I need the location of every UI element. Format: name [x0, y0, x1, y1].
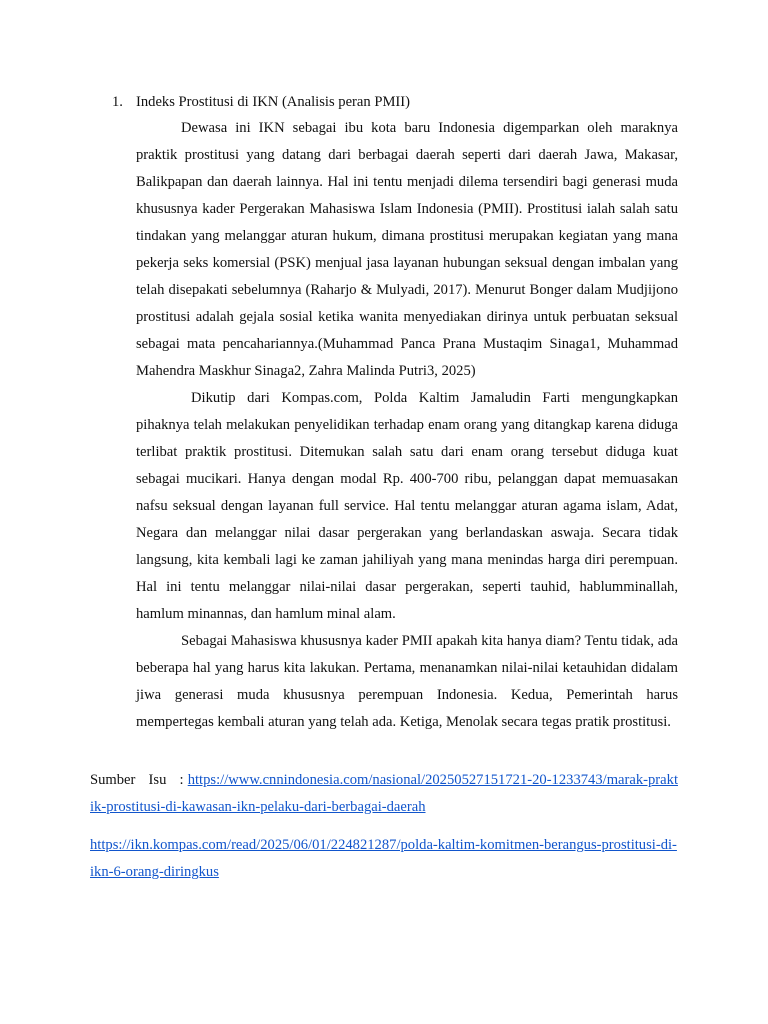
paragraph-intro: Dewasa ini IKN sebagai ibu kota baru Indonesia digemparkan oleh maraknya praktik prostitusi yang datang dari berbagai daerah seperti dari daerah Jawa, Makasar, Balikpapan dan daerah lainnya. Hal ini tentu menjadi dilema tersendiri bagi generasi muda khususnya kader Pergerakan Mahasiswa Islam Indonesia (PMII). Prostitusi ialah salah satu tindakan yang melanggar aturan hukum, dimana prostitusi merupakan kegiatan yang mana pekerja seks komersial (PSK) menjual jasa layanan hubungan seksual dengan imbalan yang telah disepakati sebelumnya (Raharjo & Mulyadi, 2017). Menurut Bonger dalam Mudjijono prostitusi adalah gejala sosial ketika wanita menyediakan dirinya untuk perbuatan seksual sebagai mata pencahariannya.(Muhammad Panca Prana Mustaqim Sinaga1, Muhammad Mahendra Maskhur Sinaga2, Zahra Malinda Putri3, 2025)	[136, 120, 678, 379]
source-link-kompas[interactable]: https://ikn.kompas.com/read/2025/06/01/224821287/polda-kaltim-komitmen-berangus-prostitusi-di-ikn-6-orang-diringkus	[90, 837, 677, 880]
section-body	[136, 115, 678, 736]
source-link-cnn[interactable]: https://www.cnnindonesia.com/nasional/20250527151721-20-1233743/marak-praktik-prostitusi-di-kawasan-ikn-pelaku-dari-berbagai-daerah	[90, 772, 678, 815]
paragraph-action: Sebagai Mahasiswa khususnya kader PMII apakah kita hanya diam? Tentu tidak, ada beberapa hal yang harus kita lakukan. Pertama, menanamkan nilai-nilai ketauhidan didalam jiwa generasi muda khususnya perempuan Indonesia. Kedua, Pemerintah harus mempertegas kembali aturan yang telah ada. Ketiga, Menolak secara tegas pratik prostitusi.	[136, 633, 678, 730]
sources-section	[90, 767, 678, 886]
section-heading: Indeks Prostitusi di IKN (Analisis peran PMII)	[136, 94, 411, 110]
list-number: 1.	[112, 94, 123, 110]
source-line-kompas	[90, 832, 678, 886]
sources-label: Sumber Isu :	[90, 772, 184, 788]
source-line-cnn	[90, 767, 678, 821]
paragraph-kompas: Dikutip dari Kompas.com, Polda Kaltim Jamaludin Farti mengungkapkan pihaknya telah melakukan penyelidikan terhadap enam orang yang ditangkap karena diduga terlibat praktik prostitusi. Ditemukan salah satu dari enam orang tersebut diduga kuat sebagai mucikari. Hanya dengan modal Rp. 400-700 ribu, pelanggan dapat memuasakan nafsu seksual dengan layanan full service. Hal tentu melanggar aturan agama islam, Adat, Negara dan melanggar nilai dasar pergerakan yang berlandaskan aswaja. Secara tidak langsung, kita kembali lagi ke zaman jahiliyah yang mana menindas harga diri perempuan. Hal ini tentu melanggar nilai-nilai dasar pergerakan, seperti tauhid, hablumminallah, hamlum minannas, dan hamlum minal alam.	[136, 390, 678, 622]
